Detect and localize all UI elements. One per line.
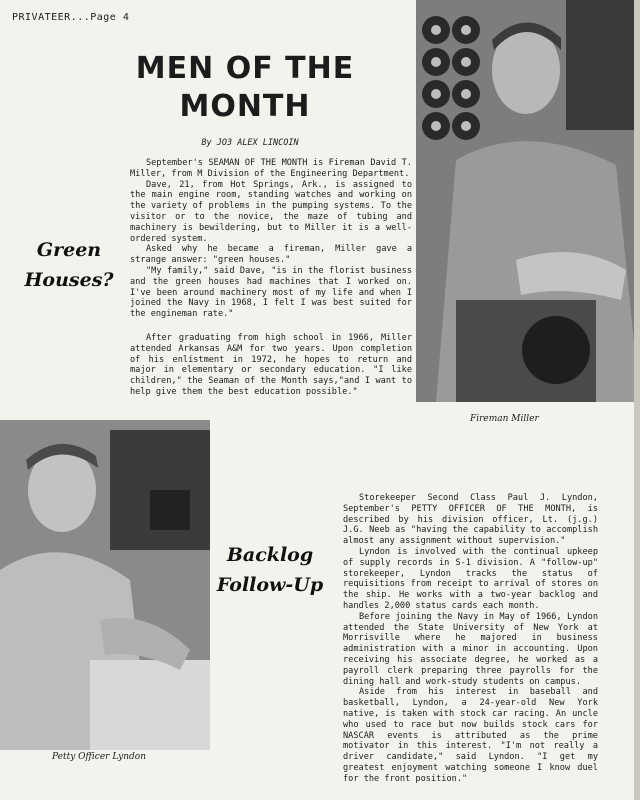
pull-quote-line: Follow-Up bbox=[216, 574, 324, 596]
paragraph: After graduating from high school in 1966, Miller attended Arkansas A&M for two years. Upon completion of his enlistment in 1972, he hopes to return and major in elementary or secondary education. "I like children," the Seaman of the Month says,"and I want to help give them the best education possible." bbox=[130, 333, 412, 397]
title-line-2: MONTH bbox=[179, 89, 311, 124]
paragraph: Aside from his interest in baseball and basketball, Lyndon, a 24-year-old New York native, is taken with stock car racing. An uncle who used to race but now builds stock cars for NASCAR events is attributed as the prime motivator in this interest. "I'm not really a driver candidate," said Lyndon. "I get my greatest enjoyment watching someone I know duel for the front position." bbox=[343, 687, 598, 784]
paragraph: Before joining the Navy in May of 1966, Lyndon attended the State University of New York at Morrisville where he majored in business administration with a minor in accounting. Upon receiving his associate degree, he worked as a payroll clerk preparing three payrolls for the dining hall and work-study students on campus. bbox=[343, 611, 598, 687]
pull-quote-line: Houses? bbox=[24, 269, 114, 291]
paragraph: "My family," said Dave, "is in the florist business and the green houses had machines that I worked on. I've been around machinery most of my life and when I joined the Navy in 1968, I felt I was best suited for the engineman rate." bbox=[130, 265, 412, 320]
title-line-1: MEN OF THE bbox=[135, 51, 355, 86]
byline: By JO3 ALEX LINCOIN bbox=[201, 138, 299, 148]
paragraph: Dave, 21, from Hot Springs, Ark., is assigned to the main engine room, standing watches and working on the variety of problems in the pumping systems. To the visitor or to the novice, the maze of tubing and machinery is bewildering, but to Miller it is a well-ordered system. bbox=[130, 179, 412, 244]
page-binding-edge bbox=[634, 0, 640, 800]
pull-quote-line: Green bbox=[36, 239, 102, 261]
page-title bbox=[105, 50, 385, 126]
pull-quote-line: Backlog bbox=[226, 544, 314, 566]
pull-quote-backlog bbox=[200, 540, 340, 600]
caption-miller: Fireman Miller bbox=[470, 414, 539, 424]
article-lyndon bbox=[343, 493, 598, 785]
photo-petty-officer-lyndon bbox=[0, 420, 210, 750]
pull-quote-green-houses bbox=[14, 235, 124, 295]
paragraph: Storekeeper Second Class Paul J. Lyndon, September's PETTY OFFICER OF THE MONTH, is described by his division officer, Lt. (j.g.) J.G. Neeb as "having the capability to accomplish almost any assignment without supervision." bbox=[343, 493, 598, 547]
photo-fireman-miller bbox=[416, 0, 640, 402]
article-miller bbox=[130, 158, 412, 320]
running-head: PRIVATEER...Page 4 bbox=[12, 12, 130, 23]
article-miller-closing bbox=[130, 333, 412, 398]
paragraph: September's SEAMAN OF THE MONTH is Fireman David T. Miller, from M Division of the Engineering Department. bbox=[130, 158, 412, 179]
paragraph: Asked why he became a fireman, Miller gave a strange answer: "green houses." bbox=[130, 244, 412, 266]
caption-lyndon: Petty Officer Lyndon bbox=[52, 752, 146, 762]
paragraph: Lyndon is involved with the continual upkeep of supply records in S-1 division. A "follow-up" storekeeper, Lyndon tracks the status of requisitions from receipt to arrival of stores on the ship. He works with a two-year backlog and handles 2,000 status cards each month. bbox=[343, 546, 598, 611]
